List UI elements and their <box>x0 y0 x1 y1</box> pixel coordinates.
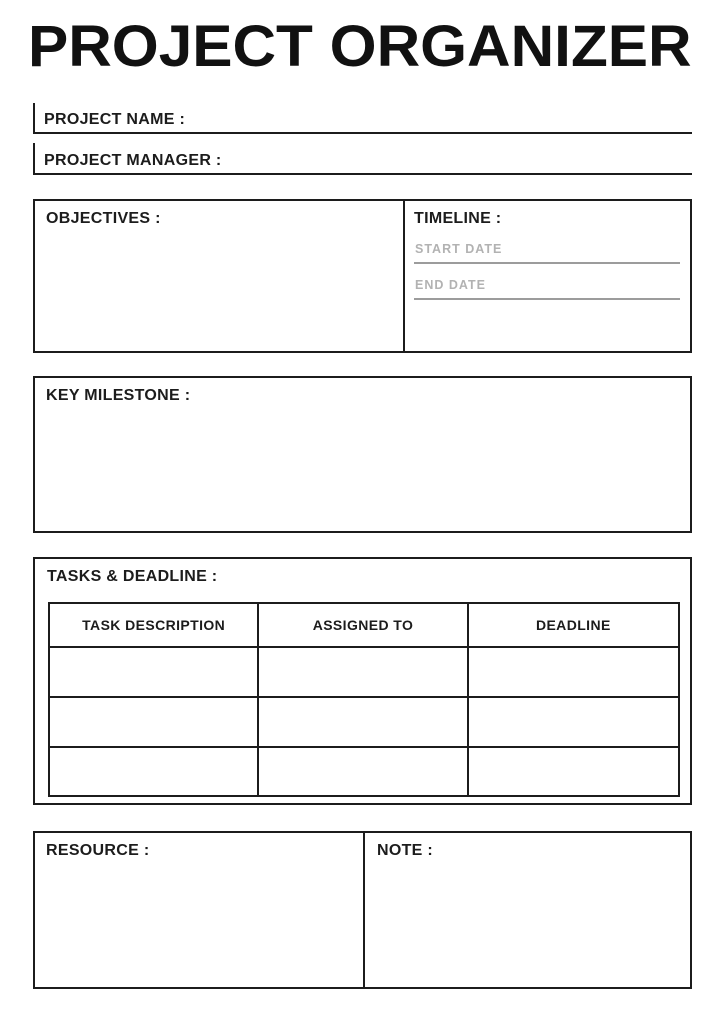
objectives-label: OBJECTIVES : <box>46 210 161 227</box>
objectives-timeline-section <box>33 199 692 353</box>
end-date-placeholder: END DATE <box>415 278 486 292</box>
note-section <box>363 833 690 987</box>
project-manager-input[interactable] <box>222 150 692 170</box>
end-date-field[interactable] <box>414 264 680 300</box>
table-cell[interactable] <box>469 648 678 698</box>
tasks-table <box>48 602 680 797</box>
table-cell[interactable] <box>469 748 678 795</box>
tasks-section <box>33 557 692 805</box>
table-cell[interactable] <box>259 748 468 795</box>
page-title: PROJECT ORGANIZER <box>28 14 692 79</box>
table-cell[interactable] <box>259 648 468 698</box>
resource-section <box>35 833 363 987</box>
project-manager-field <box>33 143 692 175</box>
timeline-label: TIMELINE : <box>414 210 502 227</box>
key-milestone-section <box>33 376 692 533</box>
timeline-section <box>403 201 690 351</box>
key-milestone-label: KEY MILESTONE : <box>46 387 191 404</box>
tasks-label: TASKS & DEADLINE : <box>47 568 218 585</box>
project-manager-label: PROJECT MANAGER : <box>44 152 222 169</box>
column-header-task-description: TASK DESCRIPTION <box>50 604 259 648</box>
start-date-field[interactable] <box>414 228 680 264</box>
table-cell[interactable] <box>469 698 678 748</box>
resource-label: RESOURCE : <box>46 842 150 859</box>
resource-input[interactable] <box>35 865 363 987</box>
project-name-input[interactable] <box>185 109 692 129</box>
start-date-placeholder: START DATE <box>415 242 503 256</box>
column-header-deadline: DEADLINE <box>469 604 678 648</box>
objectives-input[interactable] <box>35 231 403 351</box>
column-header-assigned-to: ASSIGNED TO <box>259 604 468 648</box>
table-cell[interactable] <box>50 748 259 795</box>
objectives-section <box>35 201 403 351</box>
project-name-field <box>33 103 692 134</box>
key-milestone-input[interactable] <box>35 410 690 531</box>
note-input[interactable] <box>365 865 690 987</box>
resource-note-section <box>33 831 692 989</box>
table-cell[interactable] <box>50 648 259 698</box>
table-cell[interactable] <box>259 698 468 748</box>
table-cell[interactable] <box>50 698 259 748</box>
project-name-label: PROJECT NAME : <box>44 111 186 128</box>
note-label: NOTE : <box>377 842 434 859</box>
